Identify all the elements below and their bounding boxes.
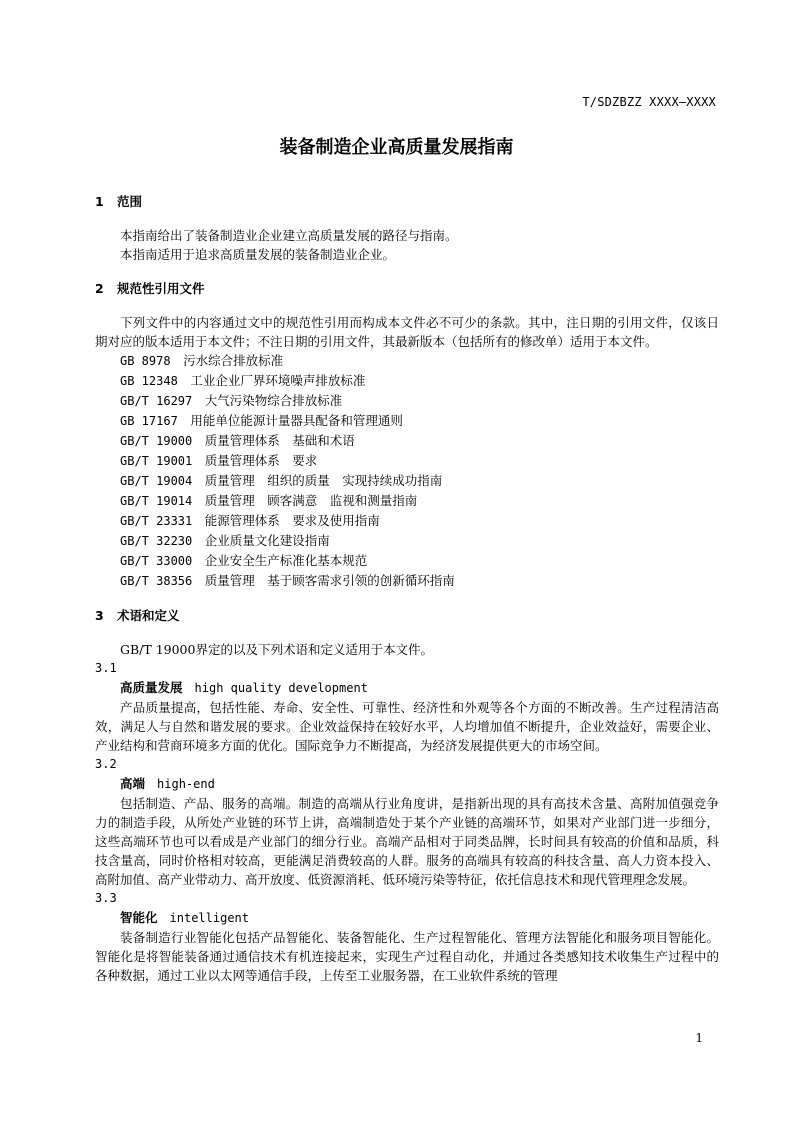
section-number: 3	[95, 608, 104, 623]
reference-title: 质量管理体系 基础和术语	[204, 433, 355, 448]
reference-item	[95, 571, 719, 591]
paragraph: 下列文件中的内容通过文中的规范性引用而构成本文件必不可少的条款。其中，注日期的引用文件，仅该日期对应的版本适用于本文件；不注日期的引用文件，其最新版本（包括所有的修改单）适用于本文件。	[95, 315, 719, 349]
section-title: 规范性引用文件	[117, 281, 205, 296]
section-heading-scope	[95, 192, 719, 211]
reference-title: 质量管理体系 要求	[204, 453, 318, 468]
reference-list	[95, 351, 719, 591]
section-heading-terms	[95, 606, 719, 625]
term-number: 3.3	[95, 891, 117, 905]
reference-title: 能源管理体系 要求及使用指南	[204, 513, 380, 528]
reference-item	[95, 371, 719, 391]
reference-item	[95, 531, 719, 551]
term-definition: 包括制造、产品、服务的高端。制造的高端从行业角度讲，是指新出现的具有高技术含量、高附加值强竞争力的制造手段，从所处产业链的环节上讲，高端制造处于某个产业链的高端环节，如果对产业部门进一步细分，这些高端环节也可以看成是产业部门的细分行业。高端产品相对于同类品牌，长时间具有较高的价值和品质，科技含量高，同时价格相对较高，更能满足消费较高的人群。服务的高端具有较高的科技含量、高人力资本投入、高附加值、高产业带动力、高开放度、低资源消耗、低环境污染等特征，依托信息技术和现代管理理念发展。	[95, 796, 719, 887]
section-heading-normative-refs	[95, 279, 719, 298]
section-number: 2	[95, 281, 104, 296]
reference-code: GB 8978	[120, 354, 171, 368]
reference-code: GB/T 33000	[120, 554, 193, 568]
section-number: 1	[95, 194, 104, 209]
reference-title: 污水综合排放标准	[183, 353, 284, 368]
reference-code: GB/T 19000	[120, 434, 193, 448]
section-title: 范围	[117, 194, 143, 209]
section-title: 术语和定义	[117, 608, 180, 623]
reference-item	[95, 431, 719, 451]
standard-id: T/SDZBZZ XXXX—XXXX	[582, 95, 716, 109]
reference-title: 质量管理 顾客满意 监视和测量指南	[204, 493, 418, 508]
reference-item	[95, 551, 719, 571]
reference-item	[95, 471, 719, 491]
reference-code: GB/T 19004	[120, 474, 193, 488]
reference-item	[95, 411, 719, 431]
reference-item	[95, 391, 719, 411]
reference-code: GB 17167	[120, 414, 178, 428]
reference-code: GB 12348	[120, 374, 178, 388]
reference-title: 用能单位能源计量器具配备和管理通则	[190, 413, 403, 428]
reference-title: 企业安全生产标准化基本规范	[204, 553, 368, 568]
reference-title: 企业质量文化建设指南	[204, 533, 330, 548]
reference-code: GB/T 19014	[120, 494, 193, 508]
term-title	[95, 908, 719, 928]
reference-item	[95, 511, 719, 531]
document-title: 装备制造企业高质量发展指南	[279, 137, 514, 158]
term-english: intelligent	[169, 911, 249, 925]
reference-title: 质量管理 组织的质量 实现持续成功指南	[204, 473, 443, 488]
term-title	[95, 678, 719, 698]
reference-item	[95, 451, 719, 471]
term-english: high quality development	[194, 681, 368, 695]
term-list	[95, 659, 719, 985]
document-body	[95, 192, 719, 985]
term-definition: 装备制造行业智能化包括产品智能化、装备智能化、生产过程智能化、管理方法智能化和服务项目智能化。智能化是将智能装备通过通信技术有机连接起来，实现生产过程自动化，并通过各类感知技术收集生产过程中的各种数据，通过工业以太网等通信手段，上传至工业服务器，在工业软件系统的管理	[95, 930, 719, 983]
reference-title: 工业企业厂界环境噪声排放标准	[190, 373, 366, 388]
reference-code: GB/T 19001	[120, 454, 193, 468]
paragraph: 本指南给出了装备制造业企业建立高质量发展的路径与指南。	[120, 228, 458, 243]
term-definition: 产品质量提高，包括性能、寿命、安全性、可靠性、经济性和外观等各个方面的不断改善。生产过程清洁高效，满足人与自然和谐发展的要求。企业效益保持在较好水平，人均增加值不断提升，企业效益好，需要企业、产业结构和营商环境多方面的优化。国际竞争力不断提高，为经济发展提供更大的市场空间。	[95, 700, 719, 753]
reference-code: GB/T 23331	[120, 514, 193, 528]
term-title	[95, 774, 719, 794]
reference-item	[95, 491, 719, 511]
paragraph: GB/T 19000界定的以及下列术语和定义适用于本文件。	[120, 642, 433, 657]
term-number: 3.1	[95, 661, 117, 675]
term-english: high-end	[157, 777, 215, 791]
paragraph: 本指南适用于追求高质量发展的装备制造业企业。	[120, 247, 396, 262]
reference-item	[95, 351, 719, 371]
term-chinese: 智能化	[120, 910, 158, 925]
reference-code: GB/T 16297	[120, 394, 193, 408]
reference-code: GB/T 32230	[120, 534, 193, 548]
reference-title: 大气污染物综合排放标准	[204, 393, 343, 408]
reference-code: GB/T 38356	[120, 574, 193, 588]
reference-title: 质量管理 基于顾客需求引领的创新循环指南	[204, 573, 455, 588]
term-chinese: 高质量发展	[120, 680, 183, 695]
term-number: 3.2	[95, 757, 117, 771]
page-number: 1	[695, 1031, 703, 1045]
term-chinese: 高端	[120, 776, 146, 791]
